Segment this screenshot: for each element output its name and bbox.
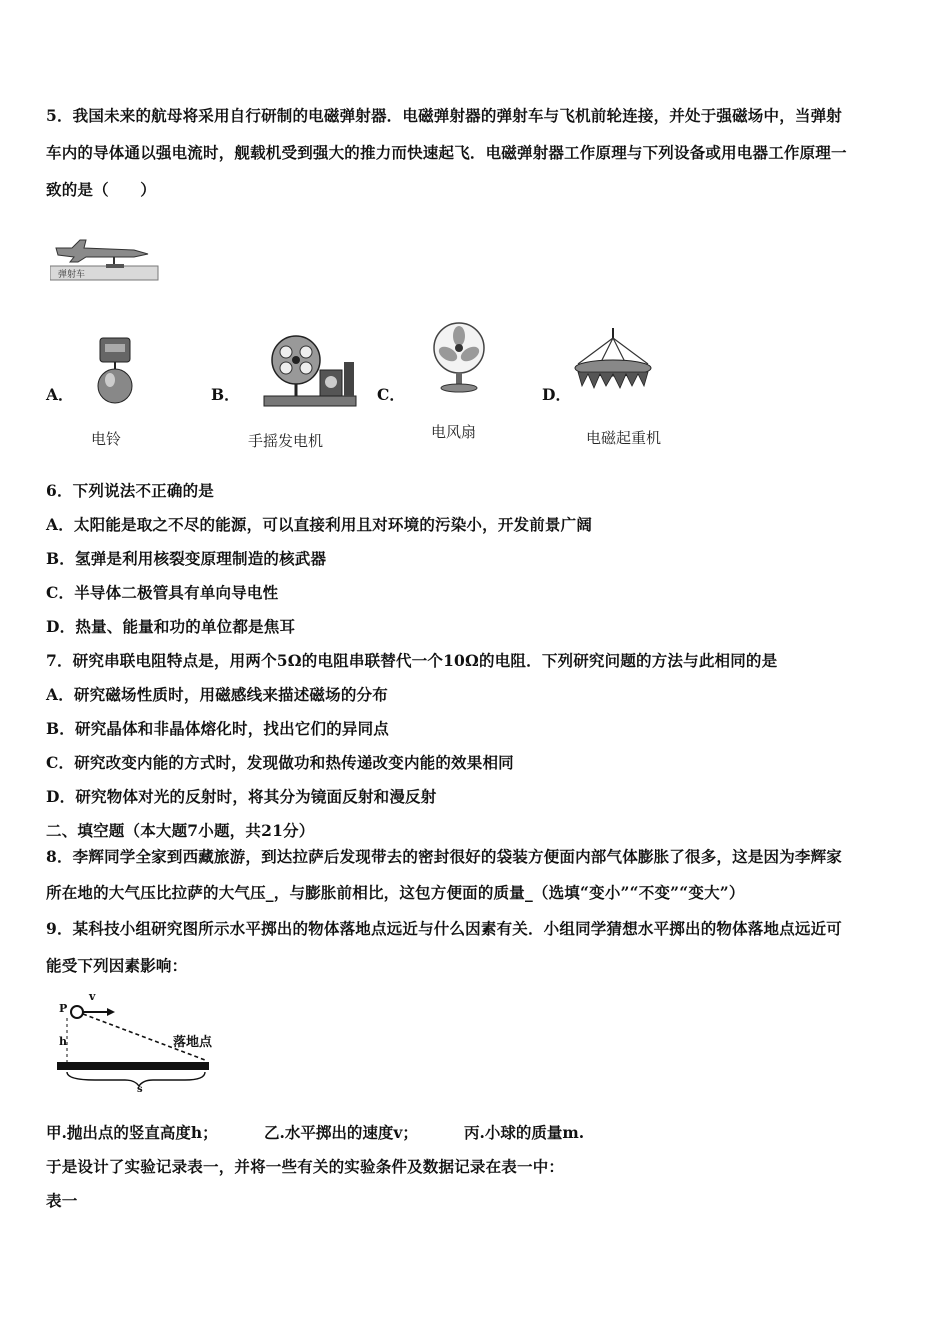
q6-option-a: A．太阳能是取之不尽的能源，可以直接利用且对环境的污染小，开发前景广阔 <box>46 515 593 534</box>
hand-generator-image <box>262 330 358 410</box>
figure-label-p: P <box>59 1002 68 1015</box>
figure-label-h: h <box>59 1035 67 1048</box>
q6-option-d: D．热量、能量和功的单位都是焦耳 <box>46 617 296 636</box>
q9-text-line-3: 于是设计了实验记录表一，并将一些有关的实验条件及数据记录在表一中： <box>46 1157 565 1176</box>
q9-factor-speed: 乙.水平掷出的速度v； <box>264 1123 418 1142</box>
catapult-figure <box>50 226 160 284</box>
q5-option-d-letter: D． <box>542 385 571 404</box>
q5-option-a-caption: 电铃 <box>91 430 122 448</box>
q5-option-b-caption: 手摇发电机 <box>248 432 324 450</box>
q5-text-line-3: 致的是（ ） <box>46 180 156 199</box>
q6-option-c: C．半导体二极管具有单向导电性 <box>46 583 279 602</box>
q5-text-line-1: 5．我国未来的航母将采用自行研制的电磁弹射器．电磁弹射器的弹射车与飞机前轮连接，并处于强磁场中，当弹射 <box>46 106 842 125</box>
figure-label-landing-point: 落地点 <box>173 1035 213 1050</box>
q9-text-line-1: 9．某科技小组研究图所示水平掷出的物体落地点远近与什么因素有关．小组同学猜想水平掷出的物体落地点远近可 <box>46 919 842 938</box>
q8-text-line-1: 8．李辉同学全家到西藏旅游，到达拉萨后发现带去的密封很好的袋装方便面内部气体膨胀了很多，这是因为李辉家 <box>46 847 842 866</box>
q9-factor-height: 甲.抛出点的竖直高度h； <box>46 1123 218 1142</box>
q7-option-b: B．研究晶体和非晶体熔化时，找出它们的异同点 <box>46 719 390 738</box>
q7-option-d: D．研究物体对光的反射时，将其分为镜面反射和漫反射 <box>46 787 437 806</box>
q8-text-line-2: 所在地的大气压比拉萨的大气压_，与膨胀前相比，这包方便面的质量_（选填“变小”“不变”“变大”） <box>46 883 745 902</box>
q9-table-title: 表一 <box>46 1191 78 1210</box>
q5-option-a-letter: A． <box>46 385 74 404</box>
q6-stem: 6．下列说法不正确的是 <box>46 481 214 500</box>
catapult-label: 弹射车 <box>58 270 86 280</box>
figure-label-s: s <box>137 1084 143 1092</box>
q7-stem: 7．研究串联电阻特点是，用两个5Ω的电阻串联替代一个10Ω的电阻．下列研究问题的方法与此相同的是 <box>46 651 778 670</box>
q7-option-c: C．研究改变内能的方式时，发现做功和热传递改变内能的效果相同 <box>46 753 514 772</box>
electric-bell-image <box>92 336 138 408</box>
q5-text-line-2: 车内的导体通以强电流时，舰载机受到强大的推力而快速起飞．电磁弹射器工作原理与下列设备或用电器工作原理一 <box>46 143 847 162</box>
figure-label-v: v <box>89 990 96 1003</box>
projectile-figure <box>55 990 225 1092</box>
q9-factor-mass: 丙.小球的质量m. <box>464 1123 585 1142</box>
q9-text-line-2: 能受下列因素影响： <box>46 956 188 975</box>
section-2-heading: 二、填空题（本大题7小题，共21分） <box>46 821 315 840</box>
q5-option-c-caption: 电风扇 <box>431 423 477 441</box>
electromagnetic-crane-image <box>572 326 654 392</box>
q5-option-c-letter: C． <box>377 385 405 404</box>
electric-fan-image <box>428 322 490 394</box>
q5-option-b-letter: B． <box>211 385 240 404</box>
q6-option-b: B．氢弹是利用核裂变原理制造的核武器 <box>46 549 327 568</box>
q5-option-d-caption: 电磁起重机 <box>586 429 662 447</box>
q7-option-a: A．研究磁场性质时，用磁感线来描述磁场的分布 <box>46 685 388 704</box>
